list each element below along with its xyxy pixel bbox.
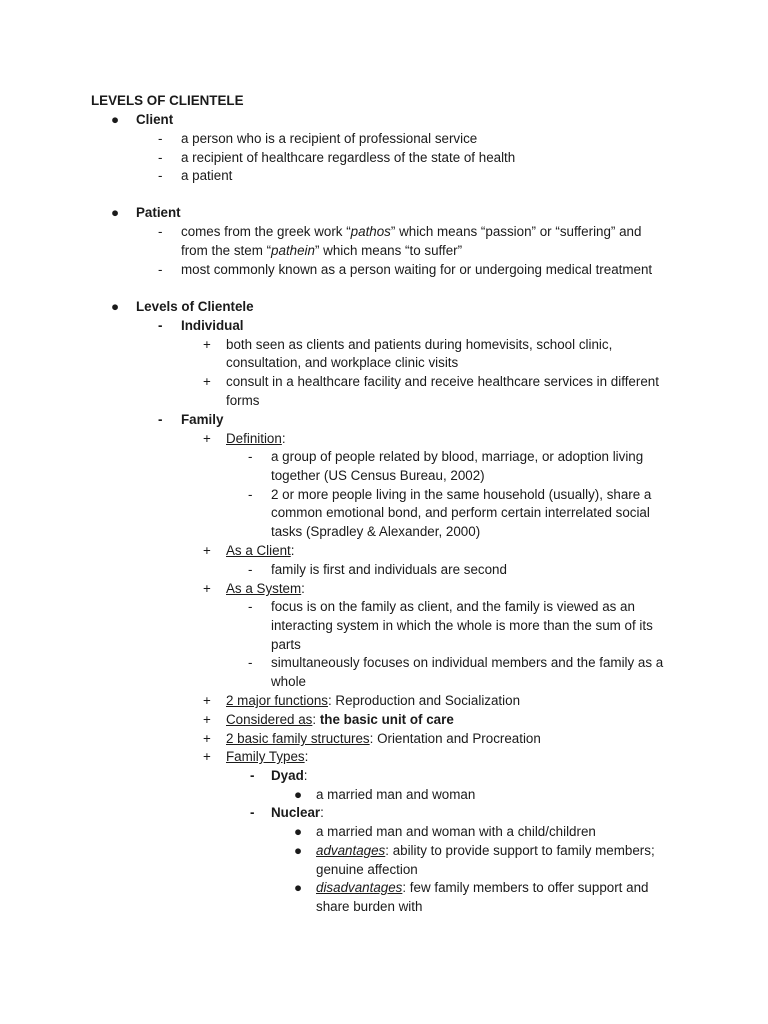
definition-item-line: together (US Census Bureau, 2002) [271, 468, 485, 483]
plus-marker: + [203, 731, 211, 746]
dash-marker: - [248, 655, 253, 670]
as-client-label: As a Client [226, 543, 291, 558]
bullet-marker: ● [294, 787, 303, 802]
structures-line [226, 730, 541, 749]
individual-item-line: forms [226, 393, 260, 408]
individual-item-line: consult in a healthcare facility and receive healthcare services in different [226, 374, 659, 389]
client-item: a recipient of healthcare regardless of the state of health [181, 150, 516, 165]
as-client-line [226, 542, 294, 561]
patient-item-line [181, 223, 641, 242]
individual-heading: Individual [181, 318, 244, 333]
nuclear-advantages-line: genuine affection [316, 862, 418, 877]
dash-marker: - [158, 318, 163, 333]
bullet-marker: ● [294, 843, 303, 858]
colon: : [301, 581, 305, 596]
bullet-marker: ● [111, 112, 120, 127]
as-system-item-line: whole [271, 674, 306, 689]
colon: : [320, 805, 324, 820]
dash-marker: - [250, 768, 255, 783]
dash-marker: - [158, 150, 163, 165]
text-run: comes from the greek work “ [181, 224, 351, 239]
dyad-label: Dyad [271, 768, 304, 783]
plus-marker: + [203, 749, 211, 764]
definition-item-line: 2 or more people living in the same household (usually), share a [271, 487, 652, 502]
colon: : [303, 768, 308, 783]
colon: : [290, 543, 295, 558]
as-system-item-line: parts [271, 637, 301, 652]
pathein-term: pathein [271, 243, 315, 258]
nuclear-line [271, 804, 324, 823]
as-system-item-line: simultaneously focuses on individual members and the family as a [271, 655, 664, 670]
plus-marker: + [203, 581, 211, 596]
considered-text: the basic unit of care [319, 712, 454, 727]
disadvantages-text: : few family members to offer support and [402, 880, 649, 895]
dash-marker: - [250, 805, 255, 820]
individual-item-line: both seen as clients and patients during homevisits, school clinic, [226, 337, 613, 352]
nuclear-item: a married man and woman with a child/children [316, 824, 596, 839]
document-title: LEVELS OF CLIENTELE [91, 93, 244, 108]
as-system-line [226, 580, 305, 599]
colon: : [281, 431, 286, 446]
levels-heading: Levels of Clientele [136, 299, 254, 314]
dyad-line [271, 767, 307, 786]
functions-text: : Reproduction and Socialization [327, 693, 521, 708]
dyad-item: a married man and woman [316, 787, 476, 802]
patient-item-line [181, 242, 462, 261]
as-system-item-line: focus is on the family as client, and the family is viewed as an [271, 599, 635, 614]
as-system-item-line: interacting system in which the whole is more than the sum of its [271, 618, 653, 633]
family-types-line [226, 748, 308, 767]
patient-item: most commonly known as a person waiting for or undergoing medical treatment [181, 262, 653, 277]
bullet-marker: ● [111, 205, 120, 220]
dash-marker: - [158, 262, 163, 277]
client-item: a patient [181, 168, 233, 183]
client-item: a person who is a recipient of professional service [181, 131, 478, 146]
plus-marker: + [203, 431, 211, 446]
structures-label: 2 basic family structures [226, 731, 370, 746]
dash-marker: - [248, 599, 253, 614]
colon: : [304, 749, 309, 764]
dash-marker: - [158, 412, 163, 427]
functions-line [226, 692, 520, 711]
plus-marker: + [203, 543, 211, 558]
colon: : [312, 712, 317, 727]
client-heading: Client [136, 112, 174, 127]
plus-marker: + [203, 337, 211, 352]
bullet-marker: ● [294, 824, 303, 839]
dash-marker: - [158, 224, 163, 239]
individual-item-line: consultation, and workplace clinic visits [226, 355, 459, 370]
advantages-label: advantages [316, 843, 386, 858]
dash-marker: - [248, 449, 253, 464]
as-system-label: As a System [226, 581, 302, 596]
definition-item-line: tasks (Spradley & Alexander, 2000) [271, 524, 481, 539]
structures-text: : Orientation and Procreation [369, 731, 541, 746]
dash-marker: - [158, 168, 163, 183]
plus-marker: + [203, 712, 211, 727]
nuclear-advantages-line [316, 842, 655, 861]
nuclear-disadvantages-line: share burden with [316, 899, 423, 914]
definition-item-line: a group of people related by blood, marriage, or adoption living [271, 449, 644, 464]
bullet-marker: ● [111, 299, 120, 314]
as-client-item: family is first and individuals are second [271, 562, 507, 577]
disadvantages-label: disadvantages [316, 880, 403, 895]
pathos-term: pathos [350, 224, 391, 239]
bullet-marker: ● [294, 880, 303, 895]
definition-line [226, 430, 286, 449]
considered-line [226, 711, 454, 730]
dash-marker: - [158, 131, 163, 146]
nuclear-label: Nuclear [271, 805, 321, 820]
plus-marker: + [203, 693, 211, 708]
text-run: ” which means “passion” or “suffering” and [390, 224, 642, 239]
plus-marker: + [203, 374, 211, 389]
definition-label: Definition [226, 431, 282, 446]
dash-marker: - [248, 487, 253, 502]
text-run: from the stem “ [181, 243, 272, 258]
family-types-label: Family Types [226, 749, 305, 764]
nuclear-disadvantages-line [316, 879, 648, 898]
patient-heading: Patient [136, 205, 181, 220]
family-heading: Family [181, 412, 224, 427]
advantages-text: : ability to provide support to family members; [385, 843, 655, 858]
functions-label: 2 major functions [226, 693, 328, 708]
definition-item-line: common emotional bond, and perform certain interrelated social [271, 505, 650, 520]
dash-marker: - [248, 562, 253, 577]
text-run: ” which means “to suffer” [314, 243, 463, 258]
considered-label: Considered as [226, 712, 313, 727]
